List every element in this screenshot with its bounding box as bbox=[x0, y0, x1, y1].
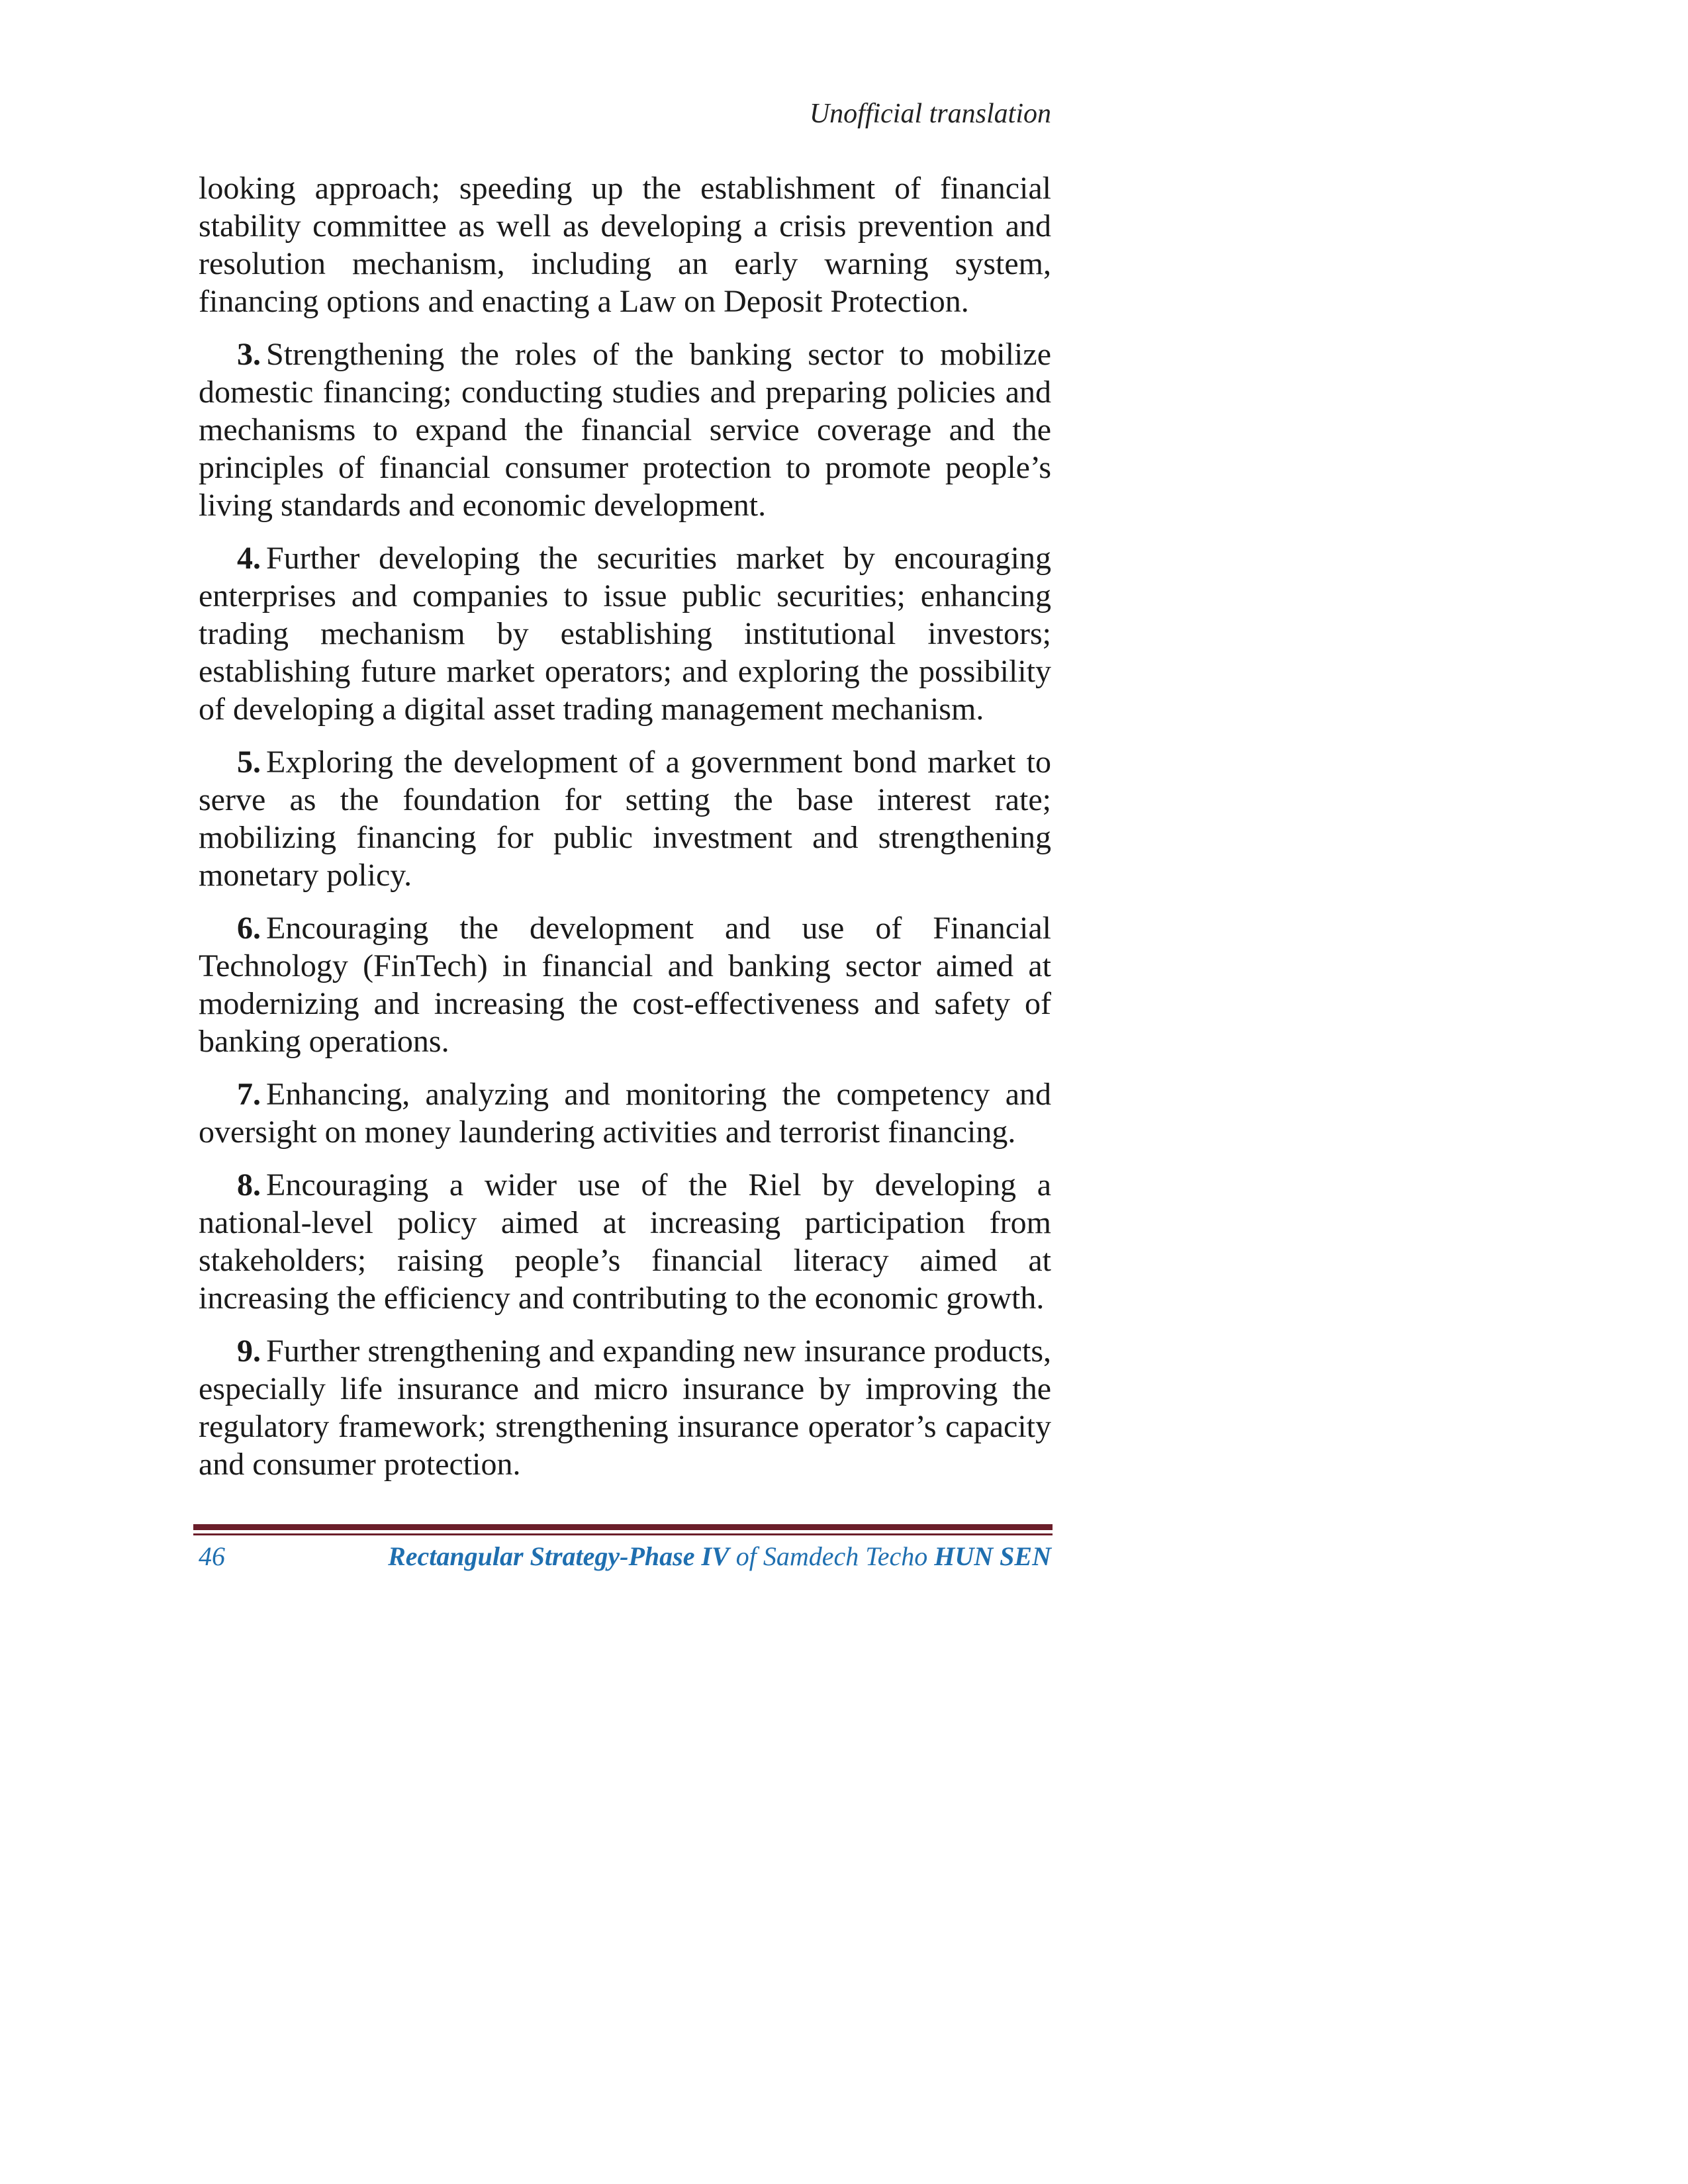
footer-divider-thick bbox=[193, 1524, 1053, 1530]
document-body bbox=[199, 169, 1051, 1498]
list-item-3 bbox=[199, 336, 1051, 524]
item-text: Exploring the development of a government bond market to serve as the foundation for setting the base interest rate; mobilizing financing for public investment and strengthening monetary policy. bbox=[199, 745, 1051, 893]
running-title-strategy: Rectangular Strategy-Phase IV bbox=[388, 1541, 729, 1571]
running-title-name: HUN SEN bbox=[934, 1541, 1051, 1571]
item-number: 6. bbox=[237, 911, 261, 946]
item-text: Strengthening the roles of the banking sector to mobilize domestic financing; conducting studies and preparing policies and mechanisms to expand the financial service coverage and the principles of financial consumer protection to promote people’s living standards and economic development. bbox=[199, 337, 1051, 523]
item-number: 4. bbox=[237, 541, 261, 576]
intro-paragraph: looking approach; speeding up the establishment of financial stability committee as well as developing a crisis prevention and resolution mechanism, including an early warning system, financing options and enacting a Law on Deposit Protection. bbox=[199, 171, 1051, 319]
running-title bbox=[388, 1541, 1051, 1572]
list-item-7 bbox=[199, 1075, 1051, 1151]
list-item-9 bbox=[199, 1332, 1051, 1483]
item-number: 7. bbox=[237, 1077, 261, 1112]
item-text: Enhancing, analyzing and monitoring the competency and oversight on money laundering activities and terrorist financing. bbox=[199, 1077, 1051, 1150]
page-footer bbox=[199, 1541, 1051, 1578]
page-number: 46 bbox=[199, 1541, 225, 1571]
item-number: 3. bbox=[237, 337, 261, 372]
item-text: Further strengthening and expanding new insurance products, especially life insurance and micro insurance by improving the regulatory framework; strengthening insurance operator’s capacity and consumer protection. bbox=[199, 1334, 1051, 1482]
item-text: Further developing the securities market by encouraging enterprises and companies to issue public securities; enhancing trading mechanism by establishing institutional investors; establishing future market operators; and exploring the possibility of developing a digital asset trading management mechanism. bbox=[199, 541, 1051, 727]
item-text: Encouraging the development and use of Financial Technology (FinTech) in financial and banking sector aimed at modernizing and increasing the cost-effectiveness and safety of banking operations. bbox=[199, 911, 1051, 1059]
footer-divider-thin bbox=[193, 1533, 1053, 1535]
item-number: 5. bbox=[237, 745, 261, 780]
item-number: 8. bbox=[237, 1167, 261, 1203]
list-item-5 bbox=[199, 743, 1051, 894]
item-text: Encouraging a wider use of the Riel by developing a national-level policy aimed at increasing participation from stakeholders; raising people’s financial literacy aimed at increasing the efficiency and contributing to the economic growth. bbox=[199, 1167, 1051, 1316]
list-item-8 bbox=[199, 1166, 1051, 1317]
list-item-6 bbox=[199, 909, 1051, 1060]
item-number: 9. bbox=[237, 1334, 261, 1369]
running-title-connector: of Samdech Techo bbox=[729, 1541, 935, 1571]
list-item-4 bbox=[199, 539, 1051, 728]
page-header-label: Unofficial translation bbox=[809, 99, 1051, 129]
